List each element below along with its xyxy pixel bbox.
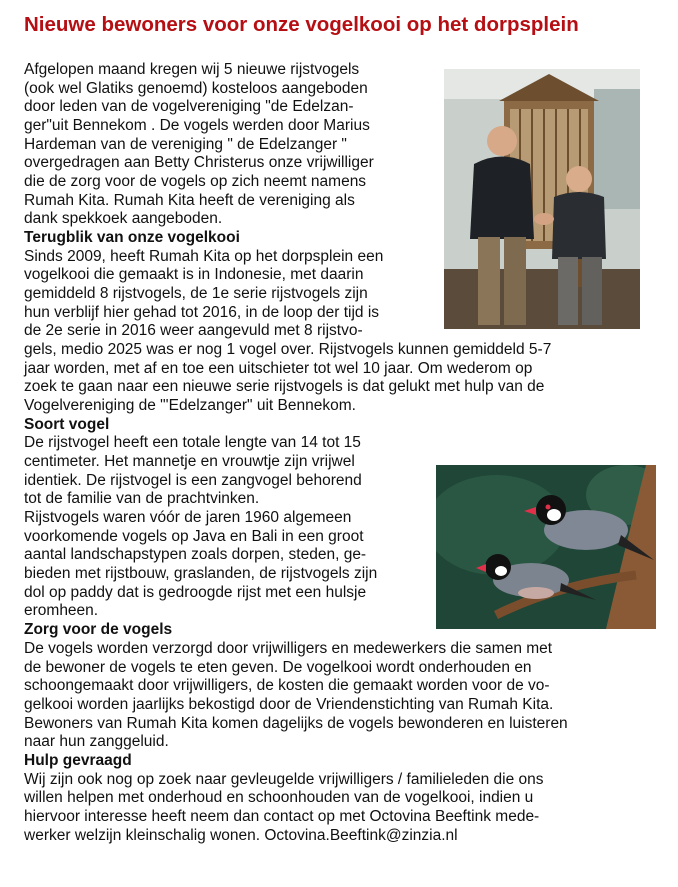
article-title: Nieuwe bewoners voor onze vogelkooi op het dorpsplein: [24, 13, 579, 36]
photo-handover: [444, 69, 640, 329]
body-line: dank spekkoek aangeboden.: [24, 210, 223, 228]
body-line: eromheen.: [24, 602, 99, 620]
body-line: door leden van de vogelvereniging "de Edelzan-: [24, 98, 354, 116]
body-line: jaar worden, met af en toe een uitschieter tot wel 10 jaar. Om wederom op: [24, 359, 533, 377]
body-line: Afgelopen maand kregen wij 5 nieuwe rijstvogels: [24, 61, 360, 78]
body-line: (ook wel Glatiks genoemd) kosteloos aangeboden: [24, 79, 368, 97]
section-heading: Soort vogel: [24, 415, 110, 433]
body-line: tot de familie van de prachtvinken.: [24, 490, 260, 508]
body-line: Vogelvereniging de "'Edelzanger" uit Bennekom.: [24, 397, 356, 415]
body-line: Rumah Kita. Rumah Kita heeft de vereniging als: [24, 191, 355, 209]
body-line: De rijstvogel heeft een totale lengte van 14 tot 15: [24, 434, 361, 452]
body-line: Hardeman van de vereniging " de Edelzanger ": [24, 135, 347, 153]
body-line: Sinds 2009, heeft Rumah Kita op het dorpsplein een: [24, 247, 384, 265]
body-line: Wij zijn ook nog op zoek naar gevleugelde vrijwilligers / familieleden die ons: [24, 770, 544, 788]
body-line: De vogels worden verzorgd door vrijwilligers en medewerkers die samen met: [24, 639, 553, 657]
body-line: hiervoor interesse heeft neem dan contact op met Octovina Beeftink mede-: [24, 807, 540, 825]
body-line: willen helpen met onderhoud en schoonhouden van de vogelkooi, indien u: [24, 789, 534, 807]
body-line: vogelkooi die gemaakt is in Indonesie, met daarin: [24, 266, 364, 284]
body-line: overgedragen aan Betty Christerus onze vrijwilliger: [24, 154, 374, 172]
photo-java-sparrows: [436, 465, 656, 629]
body-line: dol op paddy dat is gedroogde rijst met een hulsje: [24, 583, 367, 601]
body-line: identiek. De rijstvogel is een zangvogel behorend: [24, 471, 362, 489]
body-line: aantal landschapstypen zoals dorpen, steden, ge-: [24, 546, 367, 564]
body-line: Bewoners van Rumah Kita komen dagelijks de vogels bewonderen en luisteren: [24, 714, 568, 732]
section-heading: Zorg voor de vogels: [24, 621, 173, 639]
body-line: Rijstvogels waren vóór de jaren 1960 algemeen: [24, 509, 352, 527]
body-line: ger"uit Bennekom . De vogels werden door Marius: [24, 117, 370, 135]
body-line: gemiddeld 8 rijstvogels, de 1e serie rijstvogels zijn: [24, 285, 368, 303]
body-line: bieden met rijstbouw, graslanden, de rijstvogels zijn: [24, 565, 378, 583]
section-heading: Hulp gevraagd: [24, 751, 132, 769]
body-line: gels, medio 2025 was er nog 1 vogel over. Rijstvogels kunnen gemiddeld 5-7: [24, 341, 552, 359]
body-line: de bewoner de vogels te eten geven. De vogelkooi wordt onderhouden en: [24, 658, 532, 676]
body-line: die de zorg voor de vogels op zich neemt namens: [24, 173, 367, 191]
body-line: voorkomende vogels op Java en Bali in een groot: [24, 527, 364, 545]
body-line: gelkooi worden jaarlijks bekostigd door de Vriendenstichting van Rumah Kita.: [24, 695, 554, 713]
body-line: hun verblijf hier gehad tot 2016, in de loop der tijd is: [24, 303, 380, 321]
body-line: zoek te gaan naar een nieuwe serie rijstvogels is dat gelukt met hulp van de: [24, 378, 545, 396]
body-line: de 2e serie in 2016 weer aangevuld met 8 rijstvo-: [24, 322, 363, 340]
contact-line: werker welzijn kleinschalig wonen. Octovina.Beeftink@zinzia.nl: [24, 826, 458, 844]
body-line: centimeter. Het mannetje en vrouwtje zijn vrijwel: [24, 453, 355, 471]
body-line: naar hun zanggeluid.: [24, 733, 169, 751]
body-line: schoongemaakt door vrijwilligers, de kosten die gemaakt worden voor de vo-: [24, 677, 550, 695]
section-heading: Terugblik van onze vogelkooi: [24, 229, 240, 247]
